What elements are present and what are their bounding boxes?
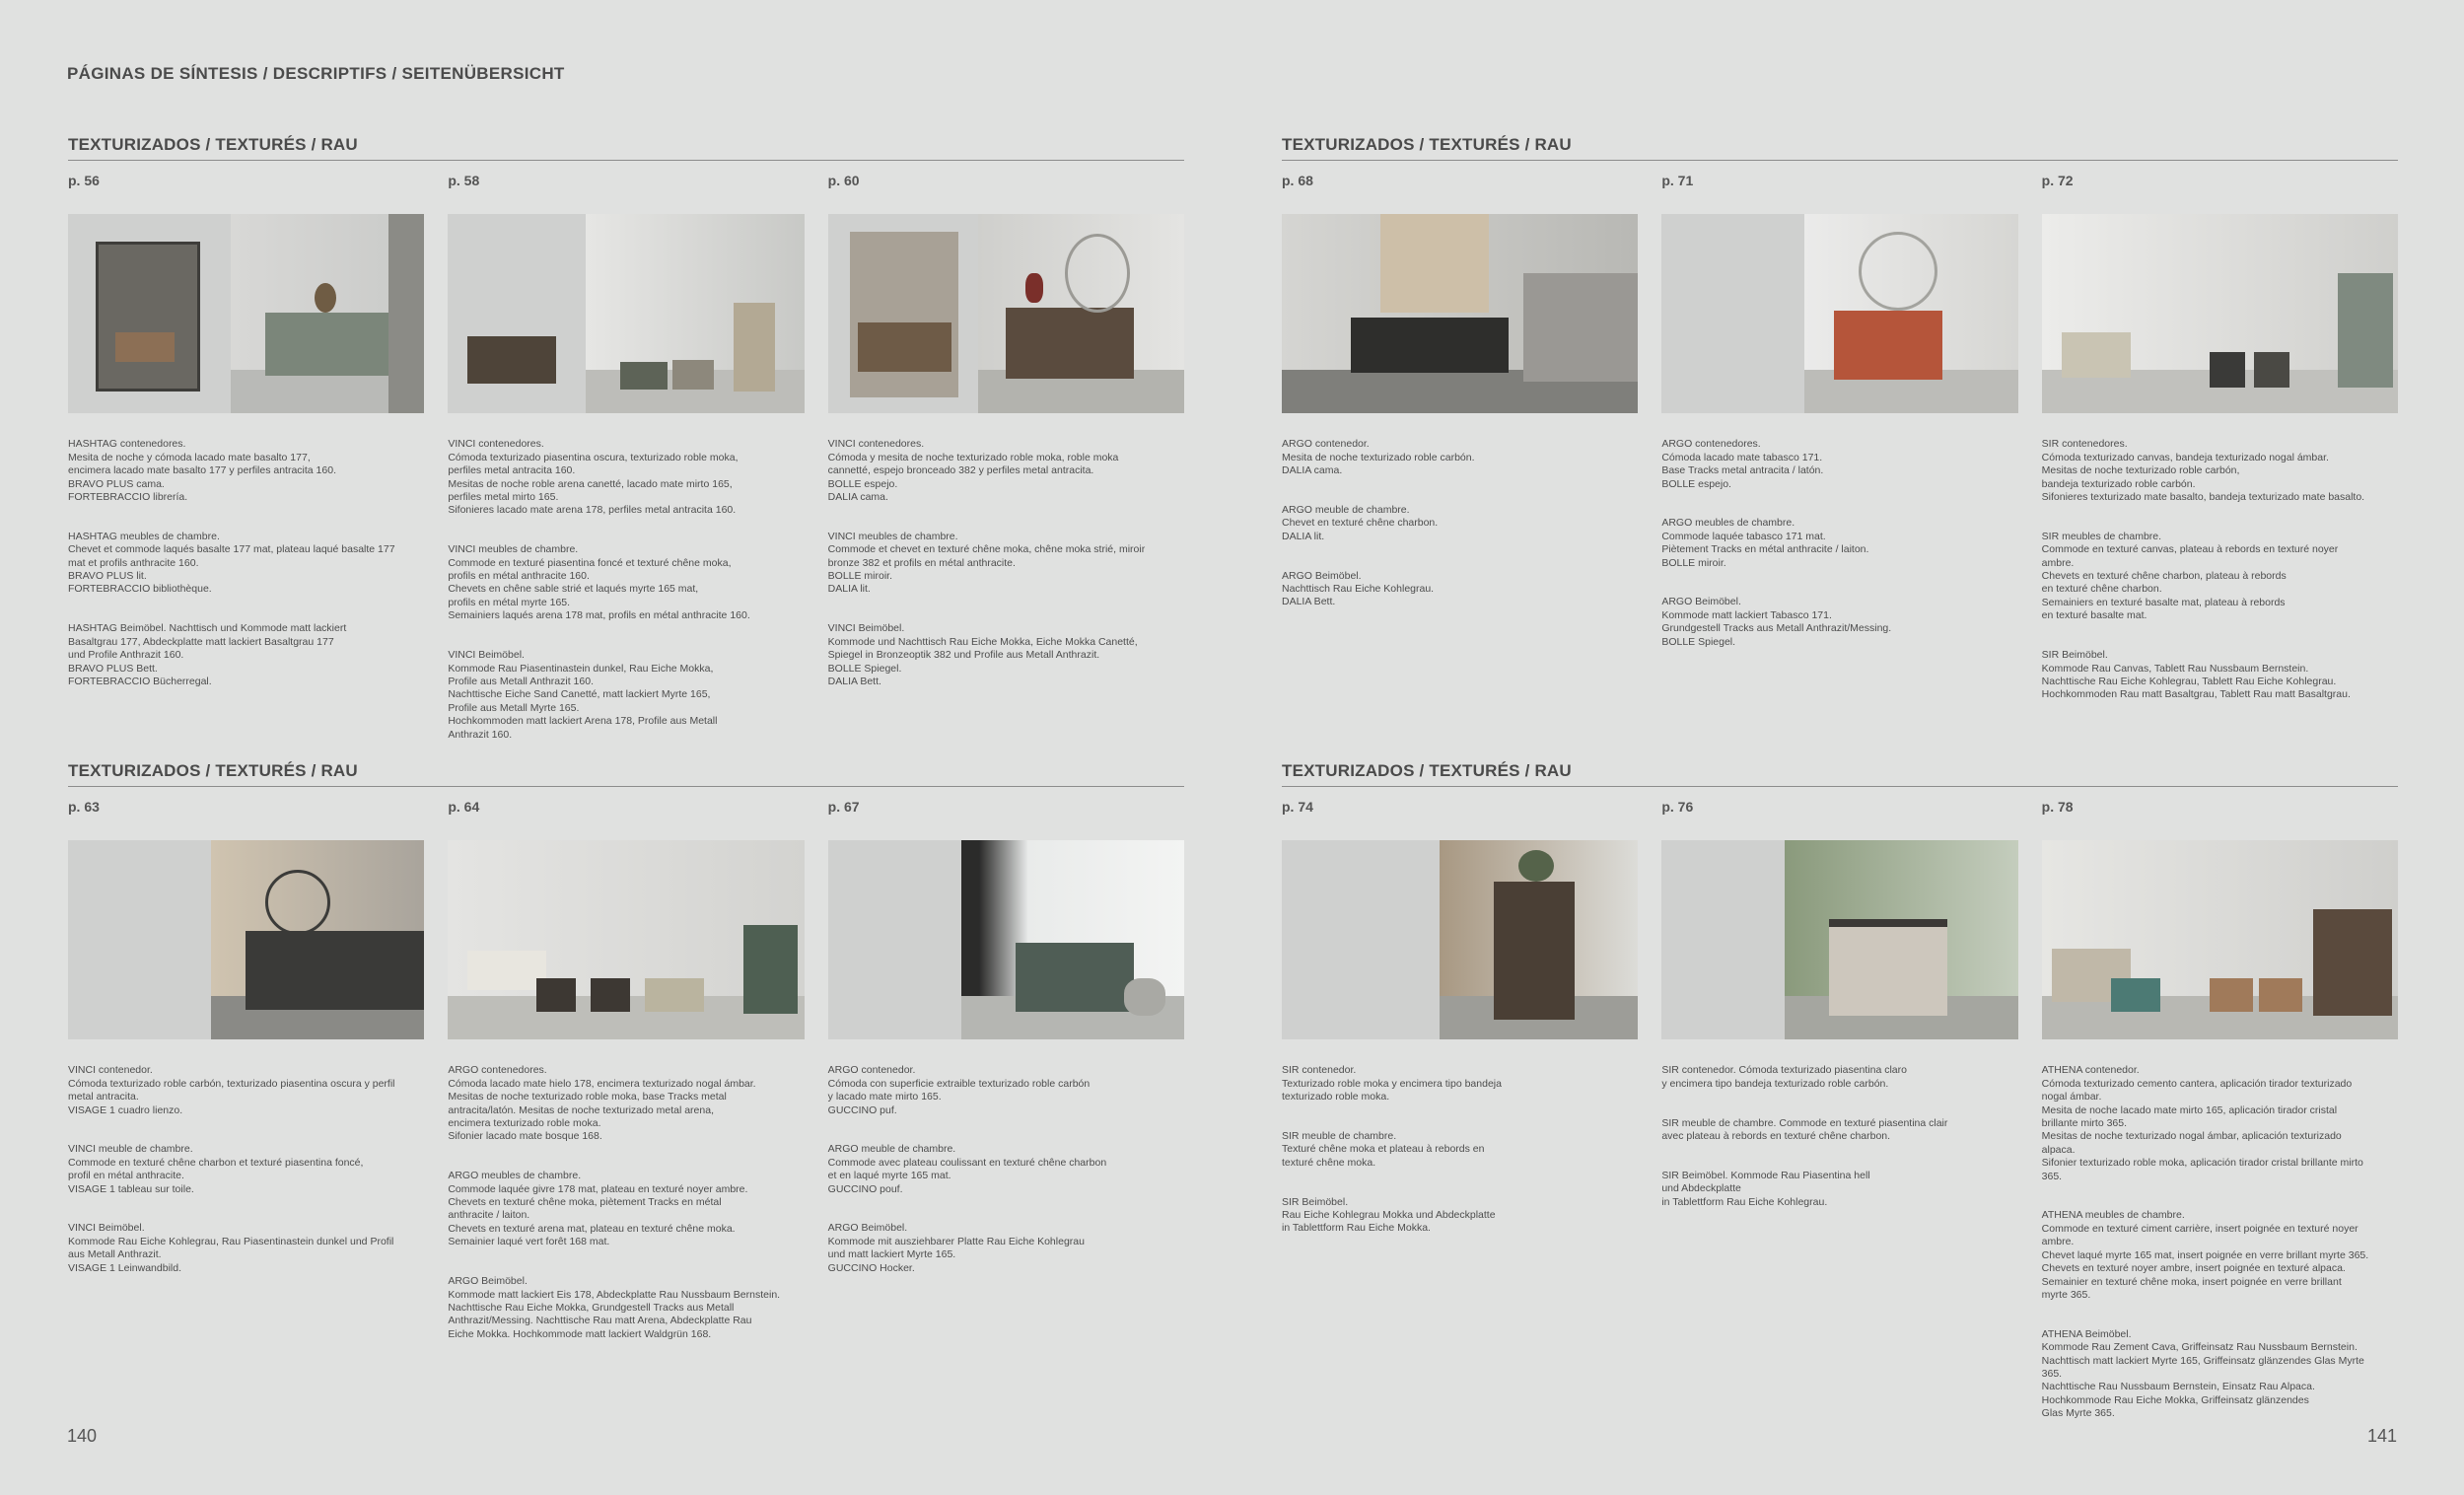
- product-photo: [828, 214, 1184, 413]
- catalog-entry: [1661, 799, 2017, 1447]
- catalog-entry: [1661, 173, 2017, 728]
- section-title: TEXTURIZADOS / TEXTURÉS / RAU: [1282, 135, 2398, 161]
- page-reference: p. 67: [827, 799, 860, 815]
- product-photo: [68, 840, 424, 1039]
- section-title: TEXTURIZADOS / TEXTURÉS / RAU: [68, 135, 1184, 161]
- product-description: SIR contenedor. Texturizado roble moka y encimera tipo bandeja texturizado roble moka. SIR meuble de chambre. Texturé chêne moka et plateau à rebords en texturé chêne moka. SIR Beimöbel. Rau Eiche Kohlegrau Mokka und Abdeckplatte in Tablettform Rau Eiche Mokka.: [1282, 1064, 1502, 1235]
- catalog-entry: [1282, 799, 1638, 1447]
- page-reference: p. 56: [68, 173, 100, 188]
- product-photo: [828, 840, 1184, 1039]
- page-number-left: 140: [67, 1426, 98, 1446]
- catalog-entry: [448, 173, 804, 767]
- product-description: HASHTAG contenedores. Mesita de noche y cómoda lacado mate basalto 177, encimera lacado mate basalto 177 y perfiles antracita 160. BRAVO PLUS cama. FORTEBRACCIO librería. HASHTAG meubles de chambre. Chevet et commode laqués basalte 177 mat, plateau laqué basalte 177 mat et profils anthracite 160. BRAVO PLUS lit. FORTEBRACCIO bibliothèque. HASHTAG Beimöbel. Nachttisch und Kommode matt lackiert Basaltgrau 177, Abdeckplatte matt lackiert Basaltgrau 177 und Profile Anthrazit 160. BRAVO PLUS Bett. FORTEBRACCIO Bücherregal.: [68, 438, 395, 687]
- product-description: VINCI contenedor. Cómoda texturizado roble carbón, texturizado piasentina oscura y perfil metal antracita. VISAGE 1 cuadro lienzo. VINCI meuble de chambre. Commode en texturé chêne charbon et texturé piasentina foncé, profil en métal anthracite. VISAGE 1 tableau sur toile. VINCI Beimöbel. Kommode Rau Eiche Kohlegrau, Rau Piasentinastein dunkel und Profil aus Metall Anthrazit. VISAGE 1 Leinwandbild.: [68, 1064, 395, 1274]
- catalog-entry: [2042, 173, 2398, 728]
- section-title: TEXTURIZADOS / TEXTURÉS / RAU: [68, 761, 1184, 787]
- product-photo: [1661, 840, 2017, 1039]
- catalog-entry: [828, 799, 1184, 1368]
- section-block: [1282, 135, 2398, 728]
- page-reference: p. 74: [1282, 799, 1313, 815]
- product-photo: [448, 840, 804, 1039]
- product-description: VINCI contenedores. Cómoda texturizado piasentina oscura, texturizado roble moka, perfiles metal antracita 160. Mesitas de noche roble arena canetté, lacado mate mirto 165, perfiles metal mirto 165. Sifonieres lacado mate arena 178, perfiles metal antracita 160. VINCI meubles de chambre. Commode en texturé piasentina foncé et texturé chêne moka, profils en métal anthracite 160. Chevets en chêne sable strié et laqués myrte 165 mat, profils en métal myrte 165. Semainiers laqués arena 178 mat, profils en métal anthracite 160. VINCI Beimöbel. Kommode Rau Piasentinastein dunkel, Rau Eiche Mokka, Profile aus Metall Anthrazit 160. Nachttische Eiche Sand Canetté, matt lackiert Myrte 165, Profile aus Metall Myrte 165. Hochkommoden matt lackiert Arena 178, Profile aus Metall Anthrazit 160.: [448, 438, 750, 741]
- page-reference: p. 78: [2041, 799, 2074, 815]
- page-header: PÁGINAS DE SÍNTESIS / DESCRIPTIFS / SEITENÜBERSICHT: [67, 64, 565, 83]
- product-description: ARGO contenedor. Mesita de noche texturizado roble carbón. DALIA cama. ARGO meuble de chambre. Chevet en texturé chêne charbon. DALIA lit. ARGO Beimöbel. Nachttisch Rau Eiche Kohlegrau. DALIA Bett.: [1282, 438, 1475, 608]
- product-description: ARGO contenedor. Cómoda con superficie extraible texturizado roble carbón y lacado mate mirto 165. GUCCINO puf. ARGO meuble de chambre. Commode avec plateau coulissant en texturé chêne charbon et en laqué myrte 165 mat. GUCCINO pouf. ARGO Beimöbel. Kommode mit ausziehbarer Platte Rau Eiche Kohlegrau und matt lackiert Myrte 165. GUCCINO Hocker.: [827, 1064, 1107, 1274]
- product-photo: [1282, 840, 1638, 1039]
- product-photo: [1661, 214, 2017, 413]
- product-description: SIR contenedores. Cómoda texturizado canvas, bandeja texturizado nogal ámbar. Mesitas de noche texturizado roble carbón, bandeja texturizado roble carbón. Sifonieres texturizado mate basalto, bandeja texturizado mate basalto. SIR meubles de chambre. Commode en texturé canvas, plateau à rebords en texturé noyer ambre. Chevets en texturé chêne charbon, plateau à rebords en texturé chêne charbon. Semainiers en texturé basalte mat, plateau à rebords en texturé basalte mat. SIR Beimöbel. Kommode Rau Canvas, Tablett Rau Nussbaum Bernstein. Nachttische Rau Eiche Kohlegrau, Tablett Rau Eiche Kohlegrau. Hochkommoden Rau matt Basaltgrau, Tablett Rau matt Basaltgrau.: [2041, 438, 2365, 701]
- product-description: ARGO contenedores. Cómoda lacado mate tabasco 171. Base Tracks metal antracita / latón. BOLLE espejo. ARGO meubles de chambre. Commode laquée tabasco 171 mat. Piètement Tracks en métal anthracite / laiton. BOLLE miroir. ARGO Beimöbel. Kommode matt lackiert Tabasco 171. Grundgestell Tracks aus Metall Anthrazit/Messing. BOLLE Spiegel.: [1661, 438, 1892, 648]
- page-reference: p. 60: [827, 173, 860, 188]
- page-reference: p. 71: [1661, 173, 1694, 188]
- product-description: VINCI contenedores. Cómoda y mesita de noche texturizado roble moka, roble moka cannetté, espejo bronceado 382 y perfiles metal antracita. BOLLE espejo. DALIA cama. VINCI meubles de chambre. Commode et chevet en texturé chêne moka, chêne moka strié, miroir bronze 382 et profils en métal anthracite. BOLLE miroir. DALIA lit. VINCI Beimöbel. Kommode und Nachttisch Rau Eiche Mokka, Eiche Mokka Canetté, Spiegel in Bronzeoptik 382 und Profile aus Metall Anthrazit. BOLLE Spiegel. DALIA Bett.: [827, 438, 1146, 687]
- page-reference: p. 64: [448, 799, 480, 815]
- section-block: [68, 135, 1184, 767]
- page-reference: p. 72: [2041, 173, 2074, 188]
- product-photo: [68, 214, 424, 413]
- page-reference: p. 63: [68, 799, 100, 815]
- section-title: TEXTURIZADOS / TEXTURÉS / RAU: [1282, 761, 2398, 787]
- product-photo: [2042, 214, 2398, 413]
- product-description: SIR contenedor. Cómoda texturizado piasentina claro y encimera tipo bandeja texturizado roble carbón. SIR meuble de chambre. Commode en texturé piasentina clair avec plateau à rebords en texturé chêne charbon. SIR Beimöbel. Kommode Rau Piasentina hell und Abdeckplatte in Tablettform Rau Eiche Kohlegrau.: [1661, 1064, 1948, 1208]
- catalog-entry: [68, 173, 424, 767]
- page-reference: p. 58: [448, 173, 480, 188]
- page-reference: p. 76: [1661, 799, 1694, 815]
- section-block: [68, 761, 1184, 1368]
- product-photo: [1282, 214, 1638, 413]
- catalog-entry: [828, 173, 1184, 767]
- page-reference: p. 68: [1282, 173, 1313, 188]
- product-photo: [2042, 840, 2398, 1039]
- catalog-entry: [448, 799, 804, 1368]
- product-description: ARGO contenedores. Cómoda lacado mate hielo 178, encimera texturizado nogal ámbar. Mesitas de noche texturizado roble moka, base Tracks metal antracita/latón. Mesitas de noche texturizado metal arena, encimera texturizado roble moka. Sifonier lacado mate bosque 168. ARGO meubles de chambre. Commode laquée givre 178 mat, plateau en texturé noyer ambre. Chevets en texturé chêne moka, piètement Tracks en métal anthracite / laiton. Chevets en texturé arena mat, plateau en texturé chêne moka. Semainier laqué vert forêt 168 mat. ARGO Beimöbel. Kommode matt lackiert Eis 178, Abdeckplatte Rau Nussbaum Bernstein. Nachttische Rau Eiche Mokka, Grundgestell Tracks aus Metall Anthrazit/Messing. Nachttische Rau matt Arena, Abdeckplatte Rau Eiche Mokka. Hochkommode matt lackiert Waldgrün 168.: [448, 1064, 781, 1340]
- section-block: [1282, 761, 2398, 1447]
- catalog-entry: [2042, 799, 2398, 1447]
- product-description: ATHENA contenedor. Cómoda texturizado cemento cantera, aplicación tirador texturizado nogal ámbar. Mesita de noche lacado mate mirto 165, aplicación tirador cristal brillante mirto 365. Mesitas de noche texturizado nogal ámbar, aplicación texturizado alpaca. Sifonier texturizado roble moka, aplicación tirador cristal brillante mirto 365. ATHENA meubles de chambre. Commode en texturé ciment carrière, insert poignée en texturé noyer ambre. Chevet laqué myrte 165 mat, insert poignée en verre brillant myrte 365. Chevets en texturé noyer ambre, insert poignée en texturé alpaca. Semainier en texturé chêne moka, insert poignée en verre brillant myrte 365. ATHENA Beimöbel. Kommode Rau Zement Cava, Griffeinsatz Rau Nussbaum Bernstein. Nachttisch matt lackiert Myrte 165, Griffeinsatz glänzendes Glas Myrte 365. Nachttische Rau Nussbaum Bernstein, Einsatz Rau Alpaca. Hochkommode Rau Eiche Mokka, Griffeinsatz glänzendes Glas Myrte 365.: [2041, 1064, 2369, 1420]
- page-number-right: 141: [2366, 1426, 2397, 1446]
- catalog-entry: [1282, 173, 1638, 728]
- product-photo: [448, 214, 804, 413]
- catalog-entry: [68, 799, 424, 1368]
